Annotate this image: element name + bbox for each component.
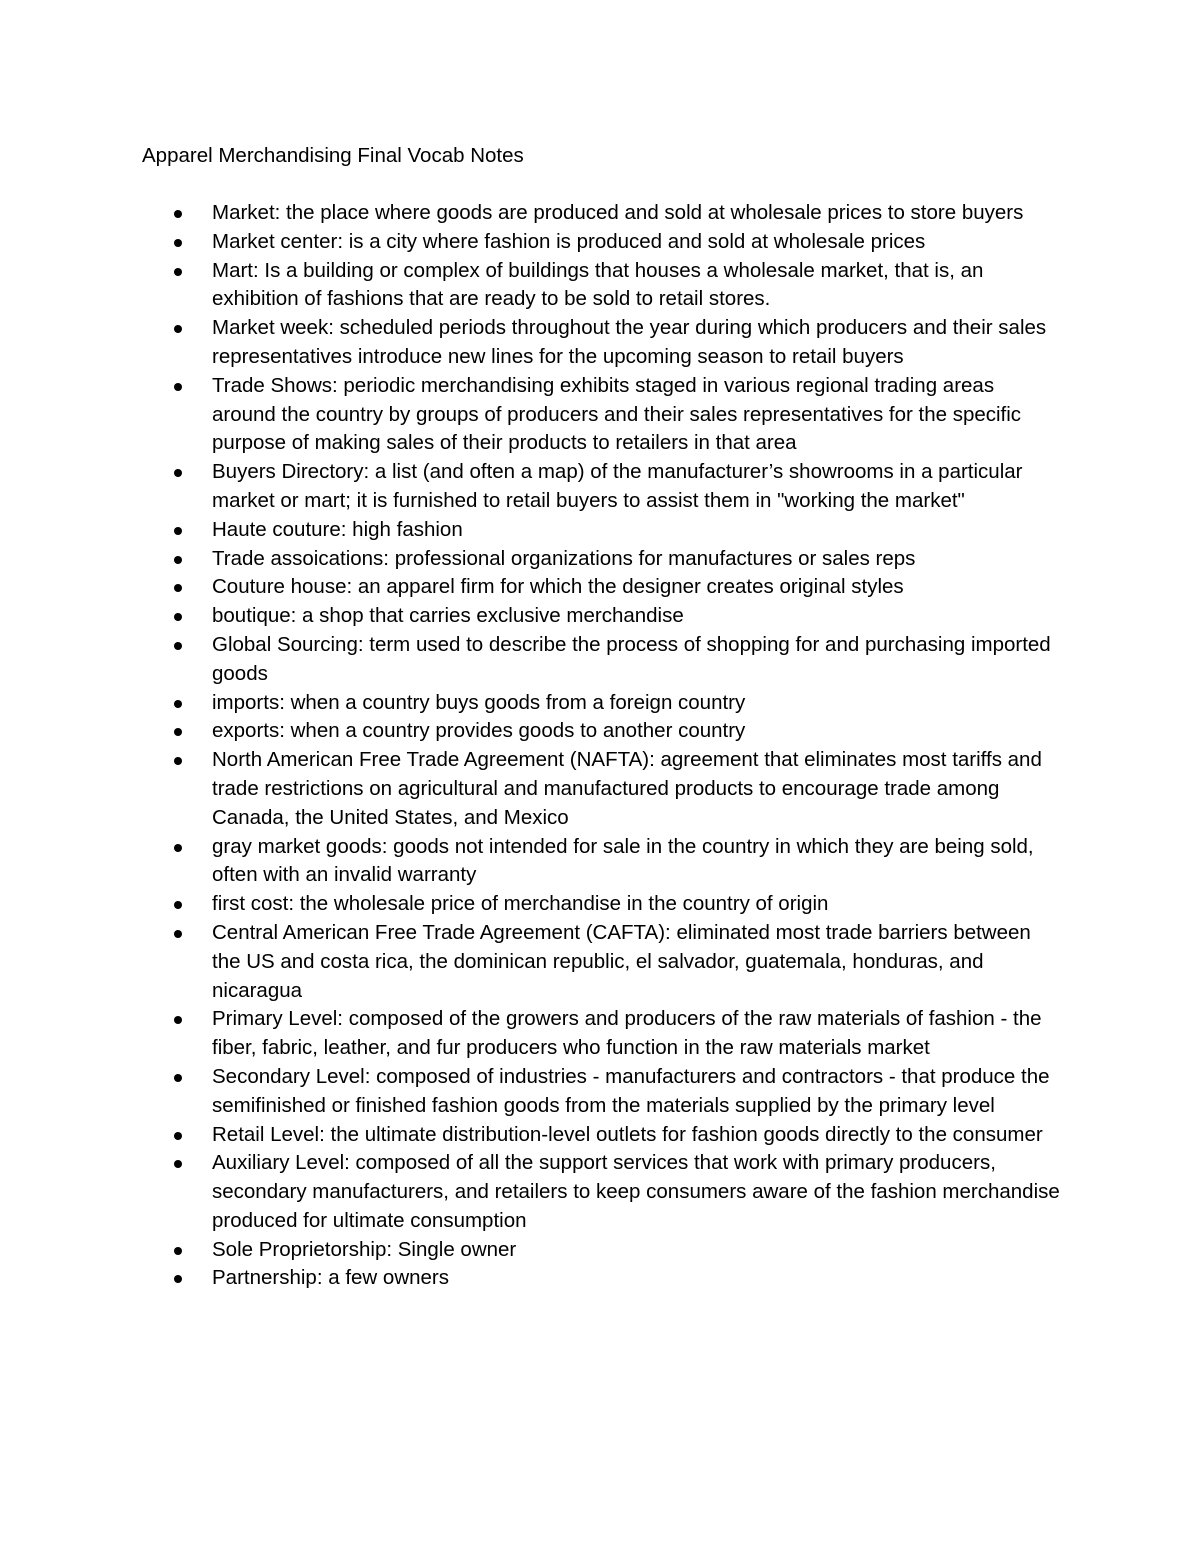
bullet-icon [174, 1132, 182, 1140]
bullet-icon [174, 728, 182, 736]
vocab-item [212, 228, 1062, 257]
vocab-item [212, 890, 1062, 919]
vocab-item [212, 602, 1062, 631]
bullet-icon [174, 239, 182, 247]
bullet-icon [174, 527, 182, 535]
vocab-item [212, 545, 1062, 574]
vocab-item [212, 314, 1062, 372]
vocab-item-text: gray market goods: goods not intended for sale in the country in which they are being sold, often with an invalid warranty [212, 834, 1034, 887]
vocab-item-text: Haute couture: high fashion [212, 517, 463, 541]
vocab-item-text: Secondary Level: composed of industries - manufacturers and contractors - that produce the semifinished or finished fashion goods from the materials supplied by the primary level [212, 1064, 1050, 1117]
vocab-list [212, 199, 1062, 1293]
bullet-icon [174, 383, 182, 391]
vocab-item-text: Market week: scheduled periods throughout the year during which producers and their sales representatives introduce new lines for the upcoming season to retail buyers [212, 316, 1047, 368]
vocab-item-text: Partnership: a few owners [212, 1266, 450, 1290]
vocab-item-text: Sole Proprietorship: Single owner [212, 1237, 517, 1261]
bullet-icon [174, 1275, 182, 1283]
vocab-item-text: first cost: the wholesale price of merchandise in the country of origin [212, 892, 829, 916]
bullet-icon [174, 584, 182, 592]
vocab-item [212, 1063, 1062, 1121]
vocab-item-text: Buyers Directory: a list (and often a map) of the manufacturer’s showrooms in a particular market or mart; it is furnished to retail buyers to assist them in "working the market" [212, 460, 1023, 512]
vocab-item [212, 631, 1062, 689]
document-title: Apparel Merchandising Final Vocab Notes [142, 144, 524, 167]
vocab-item-text: Global Sourcing: term used to describe the process of shopping for and purchasing imported goods [212, 632, 1051, 685]
vocab-item [212, 1149, 1062, 1235]
vocab-item-text: North American Free Trade Agreement (NAFTA): agreement that eliminates most tariffs and trade restrictions on agricultural and manufactured products to encourage trade among Canada, the United States, and Mexico [212, 748, 1042, 829]
vocab-item-text: exports: when a country provides goods to another country [212, 719, 746, 743]
vocab-item-text: Mart: Is a building or complex of buildings that houses a wholesale market, that is, an exhibition of fashions that are ready to be sold to retail stores. [212, 258, 984, 311]
vocab-item-text: Market center: is a city where fashion is produced and sold at wholesale prices [212, 229, 926, 253]
vocab-item [212, 1236, 1062, 1265]
bullet-icon [174, 930, 182, 938]
vocab-item-text: Retail Level: the ultimate distribution-level outlets for fashion goods directly to the consumer [212, 1122, 1043, 1146]
bullet-icon [174, 469, 182, 477]
bullet-icon [174, 1074, 182, 1082]
vocab-item-text: Trade Shows: periodic merchandising exhibits staged in various regional trading areas around the country by groups of producers and their sales representatives for the specific purpose of making sales of their products to retailers in that area [212, 373, 1022, 455]
bullet-icon [174, 268, 182, 276]
bullet-icon [174, 210, 182, 218]
vocab-item [212, 1121, 1062, 1150]
bullet-icon [174, 1247, 182, 1255]
bullet-icon [174, 1160, 182, 1168]
vocab-item [212, 458, 1062, 516]
vocab-item-text: Market: the place where goods are produced and sold at wholesale prices to store buyers [212, 201, 1024, 224]
vocab-item [212, 257, 1062, 315]
vocab-item-text: Trade assoications: professional organizations for manufactures or sales reps [212, 546, 916, 570]
vocab-item [212, 372, 1062, 458]
vocab-item [212, 717, 1062, 746]
bullet-icon [174, 1016, 182, 1024]
bullet-icon [174, 757, 182, 765]
bullet-icon [174, 613, 182, 621]
bullet-icon [174, 325, 182, 333]
vocab-item [212, 573, 1062, 602]
vocab-item-text: Primary Level: composed of the growers and producers of the raw materials of fashion - the fiber, fabric, leather, and fur producers who function in the raw materials market [212, 1007, 1042, 1060]
vocab-item-text: Couture house: an apparel firm for which the designer creates original styles [212, 575, 904, 599]
bullet-icon [174, 844, 182, 852]
vocab-item-text: boutique: a shop that carries exclusive merchandise [212, 604, 684, 628]
vocab-item [212, 746, 1062, 832]
bullet-icon [174, 901, 182, 909]
vocab-item [212, 1005, 1062, 1063]
bullet-icon [174, 556, 182, 564]
vocab-item [212, 199, 1062, 228]
vocab-item [212, 833, 1062, 891]
bullet-icon [174, 642, 182, 650]
bullet-icon [174, 700, 182, 708]
vocab-item [212, 919, 1062, 1005]
vocab-item [212, 689, 1062, 718]
vocab-item-text: Central American Free Trade Agreement (CAFTA): eliminated most trade barriers between the US and costa rica, the dominican republic, el salvador, guatemala, honduras, and nicaragua [212, 920, 1031, 1002]
vocab-item-text: imports: when a country buys goods from a foreign country [212, 690, 746, 714]
vocab-item-text: Auxiliary Level: composed of all the support services that work with primary producers, secondary manufacturers, and retailers to keep consumers aware of the fashion merchandise produced for ultimate consumption [212, 1151, 1060, 1232]
vocab-item [212, 516, 1062, 545]
vocab-item [212, 1264, 1062, 1293]
